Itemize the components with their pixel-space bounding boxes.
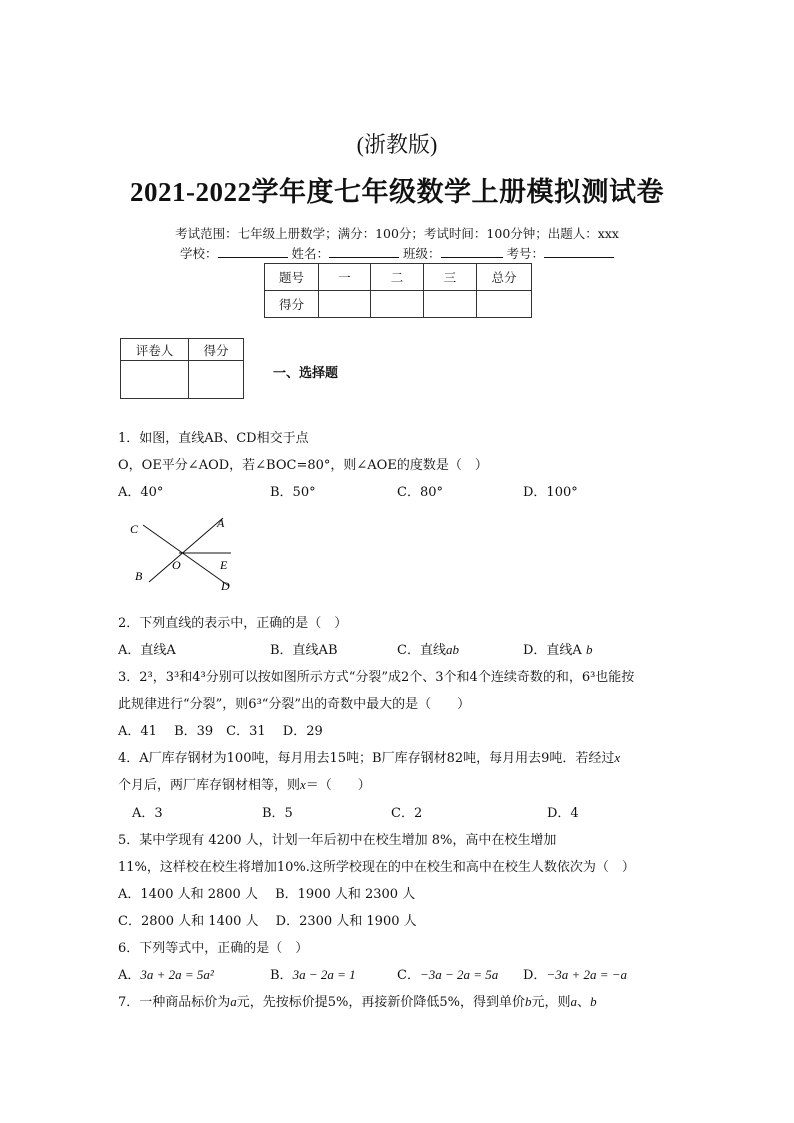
label-d: D: [221, 579, 230, 593]
q2-option-c-math: ab: [445, 642, 459, 657]
score-header-3: 三: [424, 264, 477, 291]
q6-option-c[interactable]: C．−3a − 2a = 5a: [397, 967, 499, 983]
exam-info: 考试范围：七年级上册数学；满分：100分；考试时间：100分钟；出题人：xxx: [175, 226, 619, 241]
q2-line1: 2．下列直线的表示中，正确的是（ ）: [118, 616, 348, 631]
q7-var-b-2: b: [590, 994, 597, 1009]
score-header-total: 总分: [477, 264, 532, 291]
q3-line1: 3．2³，3³和4³分别可以按如图所示方式“分裂”成2个、3个和4个连续奇数的和，6³也能按: [118, 670, 635, 685]
q4-option-b[interactable]: B．5: [262, 806, 293, 821]
q6-option-a-math: 3a + 2a = 5a²: [140, 967, 214, 982]
score-header-2: 二: [371, 264, 424, 291]
q5-options-ab[interactable]: A．1400 人和 2800 人 B．1900 人和 2300 人: [118, 887, 416, 902]
q6-option-d-math: −3a + 2a = −a: [546, 967, 628, 982]
score-table: [264, 263, 532, 318]
name-label: 姓名：: [291, 246, 329, 261]
page-title: 2021-2022学年度七年级数学上册模拟测试卷: [130, 177, 664, 207]
q5-line1: 5．某中学现有 4200 人，计划一年后初中在校生增加 8%，高中在校生增加: [118, 833, 557, 848]
q4-line1: 4．A厂库存钢材为100吨，每月用去15吨；B厂库存钢材82吨，每月用去9吨．若经过x: [118, 750, 621, 766]
q6-option-c-math: −3a − 2a = 5a: [419, 967, 499, 982]
q7-var-a: a: [230, 994, 237, 1009]
q3-options[interactable]: A．41 B．39 C．31 D．29: [118, 724, 323, 739]
section-title-choice: 一、选择题: [273, 366, 339, 381]
q3-line2: 此规律进行“分裂”，则6³“分裂”出的奇数中最大的是（ ）: [118, 697, 471, 712]
q1-option-a[interactable]: A．40°: [118, 485, 164, 500]
grader-score-header: 得分: [189, 339, 244, 361]
number-blank[interactable]: [544, 244, 614, 258]
score-cell-3[interactable]: [424, 291, 477, 318]
edition-label: (浙教版): [356, 132, 438, 157]
q1-option-b[interactable]: B．50°: [270, 485, 316, 500]
q1-option-d[interactable]: D．100°: [523, 485, 578, 500]
q7-var-b: b: [525, 994, 532, 1009]
line-ab: [149, 518, 223, 582]
label-a: A: [217, 516, 225, 530]
q1-option-c[interactable]: C．80°: [397, 485, 443, 500]
score-header-1: 一: [319, 264, 371, 291]
school-label: 学校：: [179, 246, 218, 261]
label-e: E: [220, 558, 228, 572]
q2-option-d[interactable]: D．直线A b: [523, 642, 593, 658]
grader-header: 评卷人: [121, 339, 189, 361]
grader-cell[interactable]: [121, 361, 189, 399]
q6-option-b[interactable]: B．3a − 2a = 1: [270, 967, 356, 983]
q2-option-a[interactable]: A．直线A: [118, 643, 176, 658]
q4-option-c[interactable]: C．2: [391, 806, 423, 821]
label-b: B: [135, 569, 143, 583]
q6-option-a[interactable]: A．3a + 2a = 5a²: [118, 967, 214, 983]
grader-table: [120, 338, 244, 399]
q6-line1: 6．下列等式中，正确的是（ ）: [118, 941, 309, 956]
q6-option-b-math: 3a − 2a = 1: [292, 967, 356, 982]
q4-var-x-2: x: [300, 777, 306, 792]
class-label: 班级：: [402, 246, 441, 261]
q5-options-cd[interactable]: C．2800 人和 1400 人 D．2300 人和 1900 人: [118, 914, 417, 929]
score-cell-total[interactable]: [477, 291, 532, 318]
class-blank[interactable]: [441, 244, 503, 258]
name-blank[interactable]: [329, 244, 399, 258]
q6-option-d[interactable]: D．−3a + 2a = −a: [523, 967, 628, 983]
q2-option-c[interactable]: C．直线ab: [397, 642, 459, 658]
q1-line2: O，OE平分∠AOD，若∠BOC=80°，则∠AOE的度数是（ ）: [118, 458, 488, 473]
q2-option-b[interactable]: B．直线AB: [270, 643, 338, 658]
label-o: O: [172, 558, 181, 572]
q4-var-x: x: [614, 750, 621, 765]
score-cell-1[interactable]: [319, 291, 371, 318]
q4-option-d[interactable]: D．4: [547, 806, 579, 821]
score-header-label: 题号: [265, 264, 319, 291]
q4-line2: 个月后，两厂库存钢材相等，则x＝（ ）: [118, 777, 371, 793]
line-cd: [143, 525, 229, 586]
number-label: 考号：: [506, 246, 544, 261]
q1-figure: [125, 510, 240, 595]
score-cell-2[interactable]: [371, 291, 424, 318]
grader-score-cell[interactable]: [189, 361, 244, 399]
school-blank[interactable]: [218, 244, 288, 258]
q4-option-a[interactable]: A．3: [132, 806, 163, 821]
q5-line2: 11%，这样校在校生将增加10%.这所学校现在的中在校生和高中在校生人数依次为（ ）: [118, 860, 635, 875]
score-row-label: 得分: [265, 291, 319, 318]
q1-line1: 1．如图，直线AB、CD相交于点: [118, 431, 309, 446]
q7-line1: 7．一种商品标价为a元，先按标价提5%，再接新价降低5%，得到单价b元，则a、b: [118, 994, 597, 1010]
label-c: C: [130, 522, 139, 536]
q7-var-a-2: a: [570, 994, 578, 1009]
q2-option-d-math: b: [585, 642, 593, 657]
student-fields: [0, 244, 794, 262]
